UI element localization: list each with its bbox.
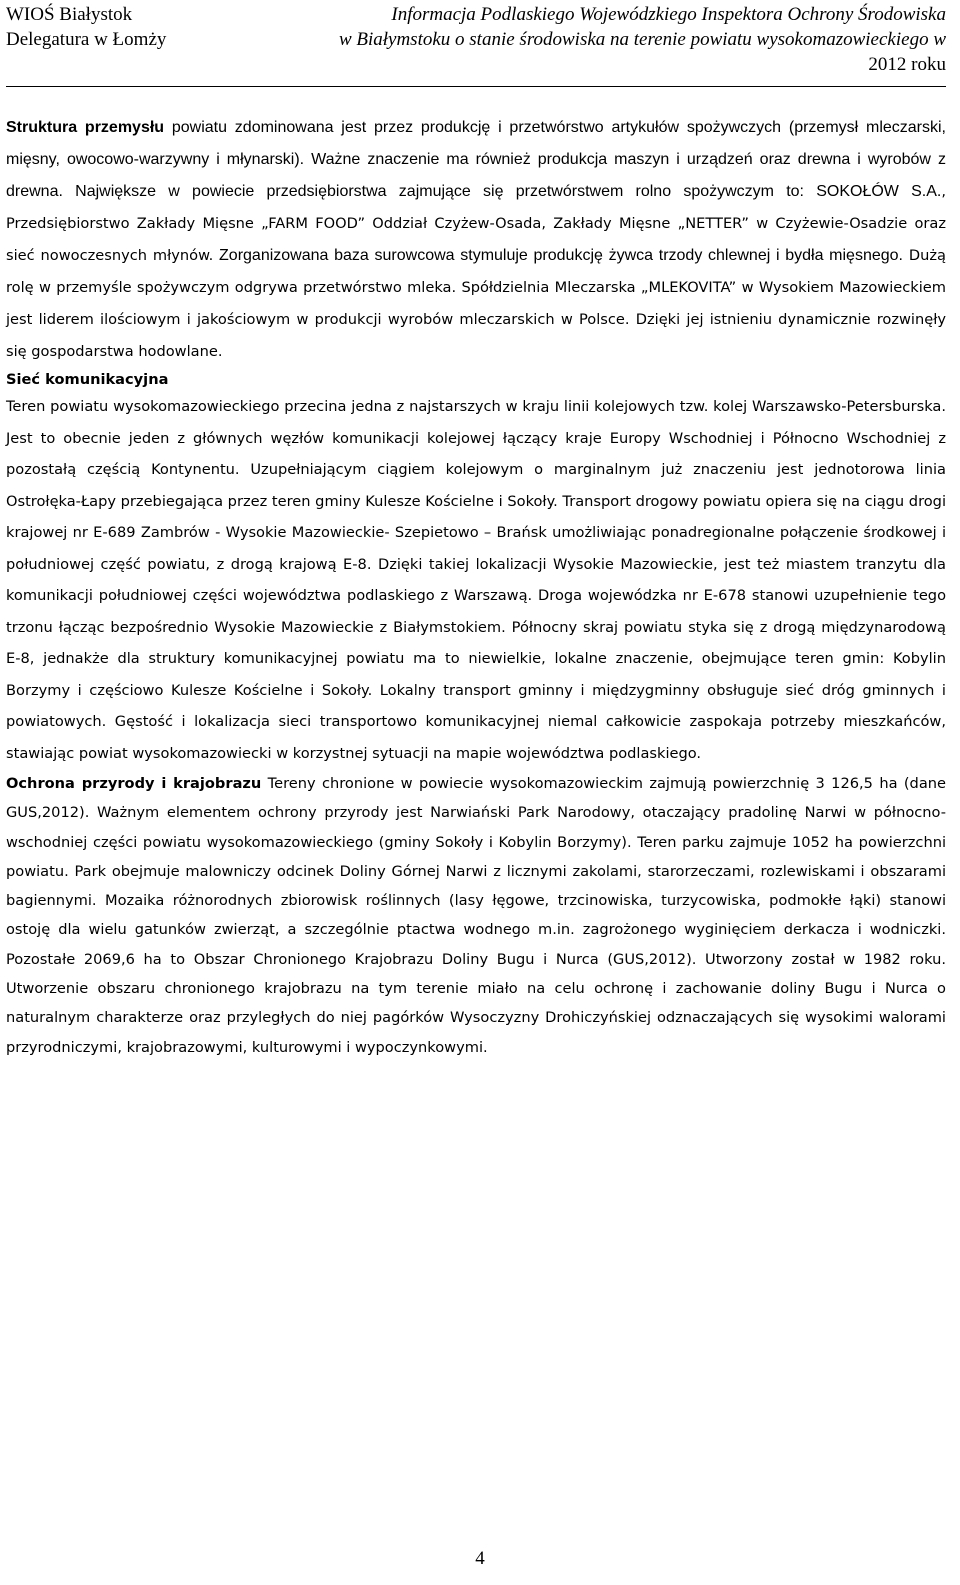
header-right — [246, 2, 946, 77]
header-branch: Delegatura w Łomży — [6, 29, 167, 50]
industry-text-b: , Przedsiębiorstwo Zakłady Mięsne „FARM FOOD” Oddział Czyżew-Osada, Zakłady Mięsne „NETTER” w Czyżewie-Osadzie oraz sieć nowoczesnych młynów. — [6, 183, 946, 264]
heading-transport: Sieć komunikacyjna — [6, 371, 169, 388]
nature-text: Tereny chronione w powiecie wysokomazowieckim zajmują powierzchnię 3 126,5 ha (dane GUS,2012). Ważnym elementem ochrony przyrody jest Narwiański Park Narodowy, otaczający pradolinę Narwi w północno-wschodniej części powiatu wysokomazowieckiego (gminy Sokoły i Kobylin Borzymy). Teren parku zajmuje 1052 ha powierzchni powiatu. Park obejmuje malowniczy odcinek Doliny Górnej Narwi z licznymi zakolami, starorzeczami, rozlewiskami i obszarami bagiennymi. Mozaika różnorodnych zbiorowisk roślinnych (lasy łęgowe, trzcinowiska, turzycowiska, podmokłe łąki) stanowi ostoję dla wielu gatunków zwierząt, a szczególnie ptactwa wodnego m.in. zagrożonego wyginięciem derkacza i wodniczki. Pozostałe 2069,6 ha to Obszar Chronionego Krajobrazu Doliny Bugu i Nurca (GUS,2012). Utworzony został w 1982 roku. Utworzenie obszaru chronionego krajobrazu na tym terenie miało na celu ochronę i zachowanie doliny Bugu i Nurca o naturalnym charakterze oraz przyległych do niej pagórków Wysoczyzny Drohiczyńskiej odznaczających się wysokimi walorami przyrodniczymi, krajobrazowymi, kulturowymi i wypoczynkowymi. — [6, 775, 946, 1056]
document-body — [6, 112, 946, 1062]
industry-text-a: powiatu zdominowana jest przez produkcję i przetwórstwo artykułów spożywczych (przemysł mleczarski, mięsny, owocowo-warzywny i młynarski). Ważne znaczenie ma również produkcja maszyn i urządzeń oraz drewna i wyrobów z drewna. Największe w powiecie przedsiębiorstwa zajmujące się przetwórstwem rolno spożywczym to: SOKOŁÓW S.A. — [6, 119, 946, 200]
heading-nature: Ochrona przyrody i krajobrazu — [6, 775, 262, 792]
header-title-line1: Informacja Podlaskiego Wojewódzkiego Inspektora Ochrony Środowiska — [391, 4, 946, 25]
header-title-line2: w Białymstoku o stanie środowiska na terenie powiatu wysokomazowieckiego w — [338, 29, 946, 50]
header-left — [6, 2, 166, 52]
paragraph-industry — [6, 112, 946, 368]
page-header — [6, 2, 946, 87]
heading-industry: Struktura przemysłu — [6, 119, 165, 136]
industry-text-d: Dużą rolę w przemyśle spożywczym odgrywa przetwórstwo mleka. Spółdzielnia Mleczarska „MLEKOVITA” w Wysokiem Mazowieckiem jest liderem ilościowym i jakościowym w produkcji wyrobów mleczarskich w Polsce. Dzięki jej istnieniu dynamicznie rozwinęły się gospodarstwa hodowlane. — [6, 247, 946, 360]
paragraph-transport: Teren powiatu wysokomazowieckiego przecina jedna z najstarszych w kraju linii kolejowych tzw. kolej Warszawsko-Petersburska. Jest to obecnie jeden z głównych węzłów komunikacji kolejowej łączący kraje Europy Wschodniej i Północno Wschodniej z pozostałą częścią Kontynentu. Uzupełniającym ciągiem kolejowym o marginalnym już znaczeniu jest jednotorowa linia Ostrołęka-Łapy przebiegająca przez teren gminy Kulesze Kościelne i Sokoły. Transport drogowy powiatu opiera się na ciągu drogi krajowej nr E-689 Zambrów - Wysokie Mazowieckie- Szepietowo – Brańsk umożliwiając ponadregionalne połączenie środkowej i południowej część powiatu, z drogą krajową E-8. Dzięki takiej lokalizacji Wysokie Mazowieckie, jest też miastem tranzytu dla komunikacji południowej części województwa podlaskiego z Warszawą. Droga wojewódzka nr E-678 stanowi uzupełnienie tego trzonu łącząc bezpośrednio Wysokie Mazowieckie z Białymstokiem. Północny skraj powiatu styka się z drogą międzynarodową E-8, jednakże dla struktury komunikacyjnej powiatu ma to niewielkie, lokalne znaczenie, obejmujące teren gmin: Kobylin Borzymy i częściowo Kulesze Kościelne i Sokoły. Lokalny transport gminny i międzygminny obsługuje sieć dróg gminnych i powiatowych. Gęstość i lokalizacja sieci transportowo komunikacyjnej niemal całkowicie zaspokaja potrzeby mieszkańców, stawiając powiat wysokomazowiecki w korzystnej sytuacji na mapie województwa podlaskiego. — [6, 398, 946, 762]
header-org: WIOŚ Białystok — [6, 4, 133, 25]
page-number: 4 — [475, 1548, 485, 1569]
paragraph-nature — [6, 769, 946, 1062]
industry-text-c: Zorganizowana baza surowcowa stymuluje produkcję żywca trzody chlewnej i bydła mięsnego. — [213, 247, 903, 264]
header-year: 2012 roku — [868, 54, 946, 75]
